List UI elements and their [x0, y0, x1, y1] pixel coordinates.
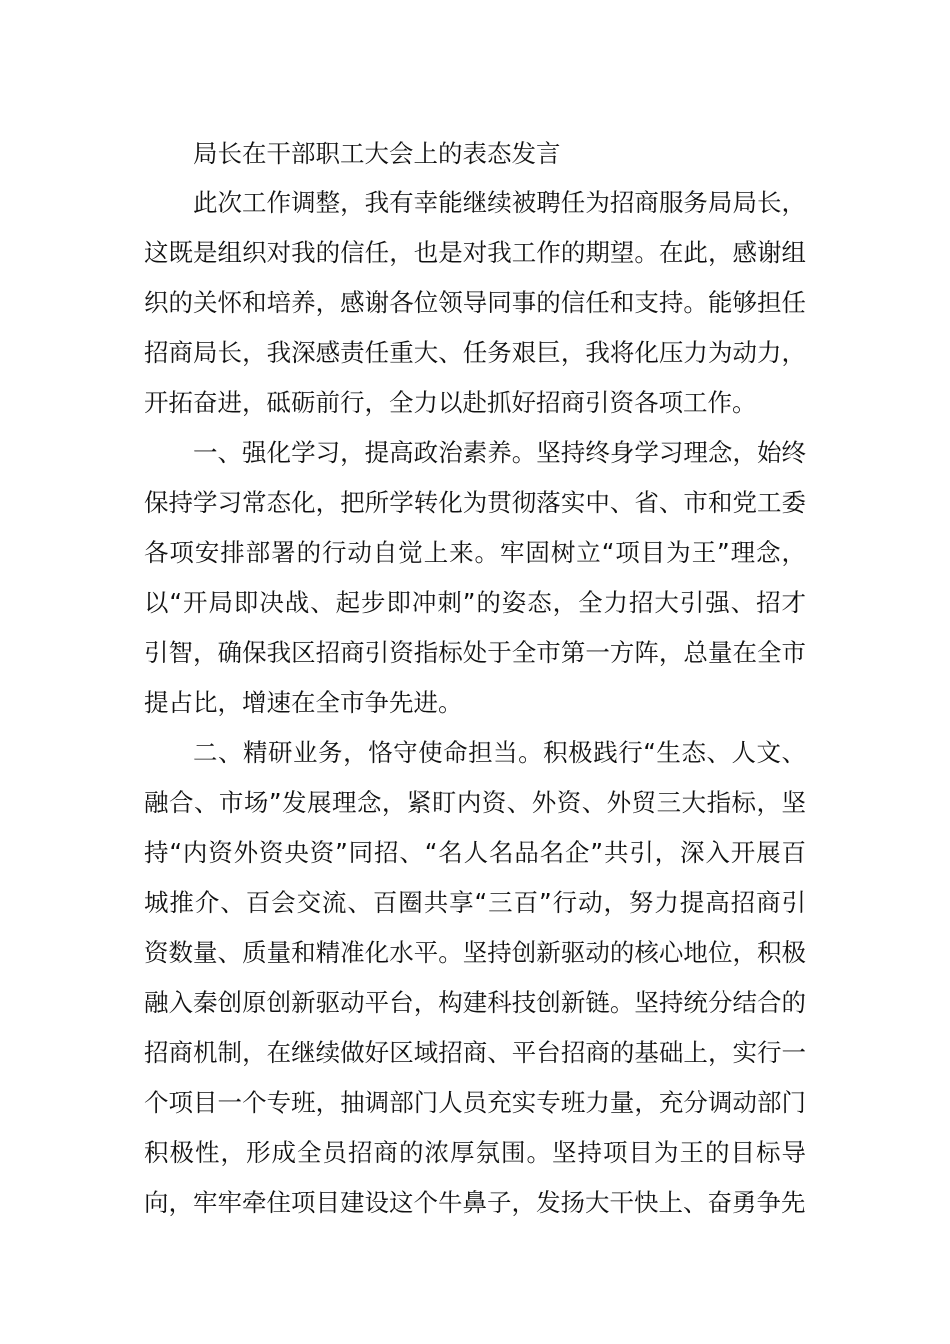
paragraph-intro: 此次工作调整，我有幸能继续被聘任为招商服务局局长，这既是组织对我的信任，也是对我工作的期望。在此，感谢组织的关怀和培养，感谢各位领导同事的信任和支持。能够担任招商局长，我深感责任重大、任务艰巨，我将化压力为动力，开拓奋进，砥砺前行，全力以赴抓好招商引资各项工作。	[144, 188, 806, 417]
document-body	[144, 132, 806, 1228]
paragraph-section-2: 二、精研业务，恪守使命担当。积极践行“生态、人文、融合、市场”发展理念，紧盯内资、外资、外贸三大指标，坚持“内资外资央资”同招、“名人名品名企”共引，深入开展百城推介、百会交流、百圈共享“三百”行动，努力提高招商引资数量、质量和精准化水平。坚持创新驱动的核心地位，积极融入秦创原创新驱动平台，构建科技创新链。坚持统分结合的招商机制，在继续做好区域招商、平台招商的基础上，实行一个项目一个专班，抽调部门人员充实专班力量，充分调动部门积极性，形成全员招商的浓厚氛围。坚持项目为王的目标导向，牢牢牵住项目建设这个牛鼻子，发扬大干快上、奋勇争先	[144, 738, 806, 1217]
document-title: 局长在干部职工大会上的表态发言	[193, 139, 561, 168]
paragraph-section-1: 一、强化学习，提高政治素养。坚持终身学习理念，始终保持学习常态化，把所学转化为贯彻落实中、省、市和党工委各项安排部署的行动自觉上来。牢固树立“项目为王”理念，以“开局即决战、起步即冲刺”的姿态，全力招大引强、招才引智，确保我区招商引资指标处于全市第一方阵，总量在全市提占比，增速在全市争先进。	[144, 438, 806, 717]
